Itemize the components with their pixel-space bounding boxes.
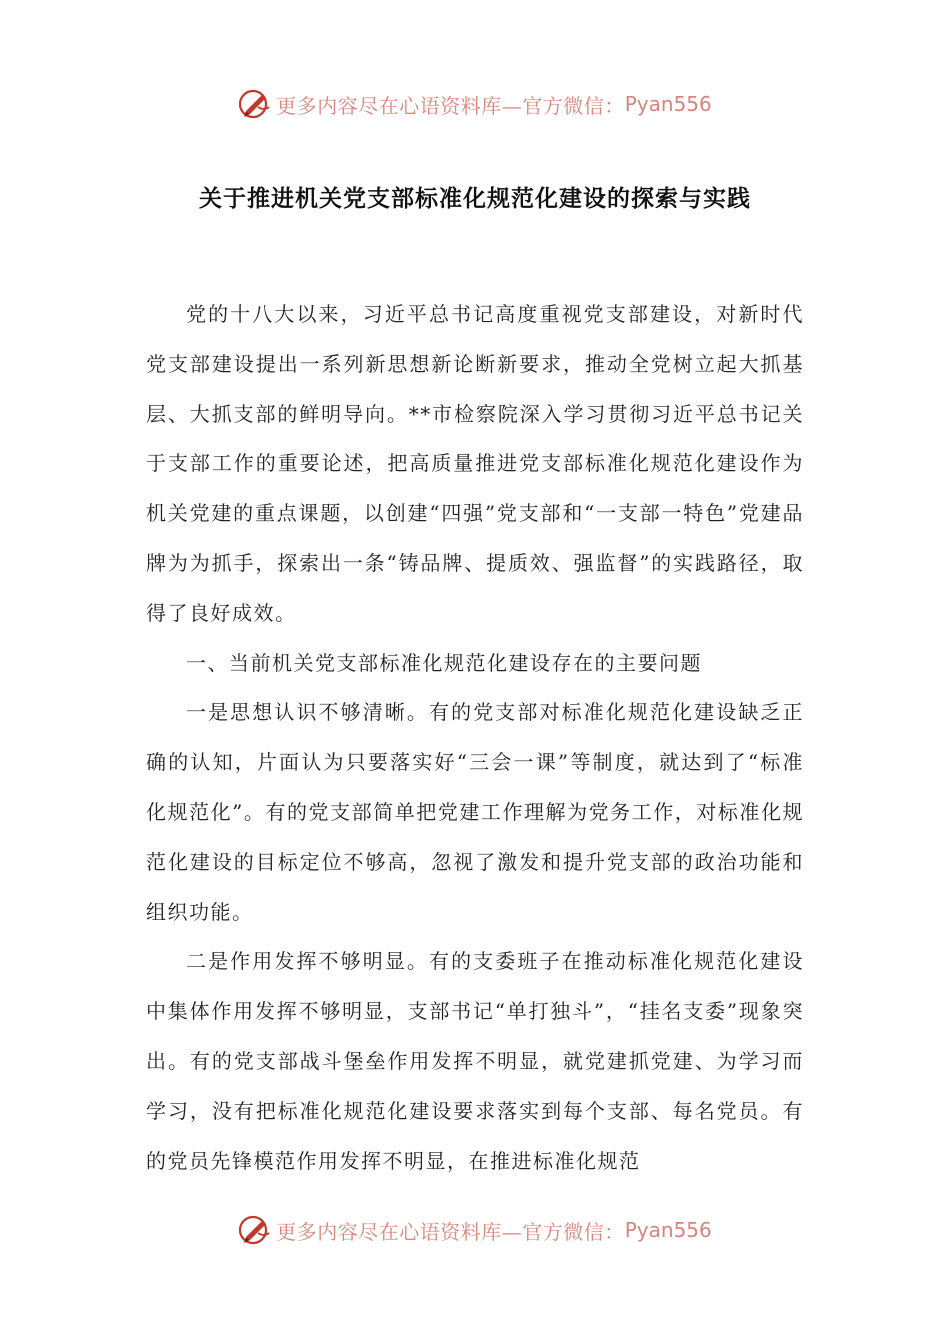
banner-text: 更多内容尽在心语资料库—官方微信： <box>276 93 625 118</box>
watermark-banner-bottom <box>0 1210 950 1250</box>
paragraph: 党的十八大以来，习近平总书记高度重视党支部建设，对新时代党支部建设提出一系列新思想新论断新要求，推动全党树立起大抓基层、大抓支部的鲜明导向。**市检察院深入学习贯彻习近平总书记关于支部工作的重要论述，把高质量推进党支部标准化规范化建设作为机关党建的重点课题，以创建“四强”党支部和“一支部一特色”党建品牌为为抓手，探索出一条“铸品牌、提质效、强监督”的实践路径，取得了良好成效。 <box>146 302 804 625</box>
banner-wechat-id: Pyan556 <box>624 1218 712 1242</box>
pen-logo-icon <box>238 1213 272 1247</box>
watermark-banner-top <box>0 84 950 124</box>
paragraph: 一是思想认识不够清晰。有的党支部对标准化规范化建设缺乏正确的认知，片面认为只要落实好“三会一课”等制度，就达到了“标准化规范化”。有的党支部简单把党建工作理解为党务工作，对标准化规范化建设的目标定位不够高，忽视了激发和提升党支部的政治功能和组织功能。 <box>146 700 804 924</box>
section-heading: 一、当前机关党支部标准化规范化建设存在的主要问题 <box>186 650 702 675</box>
paragraph: 二是作用发挥不够明显。有的支委班子在推动标准化规范化建设中集体作用发挥不够明显，支部书记“单打独斗”，“挂名支委”现象突出。有的党支部战斗堡垒作用发挥不明显，就党建抓党建、为学习而学习，没有把标准化规范化建设要求落实到每个支部、每名党员。有的党员先锋模范作用发挥不明显，在推进标准化规范 <box>146 949 804 1173</box>
banner-text: 更多内容尽在心语资料库—官方微信： <box>276 1219 625 1244</box>
document-body <box>146 290 804 1186</box>
banner-wechat-id: Pyan556 <box>624 92 712 116</box>
pen-logo-icon <box>238 87 272 121</box>
document-title: 关于推进机关党支部标准化规范化建设的探索与实践 <box>199 186 751 212</box>
